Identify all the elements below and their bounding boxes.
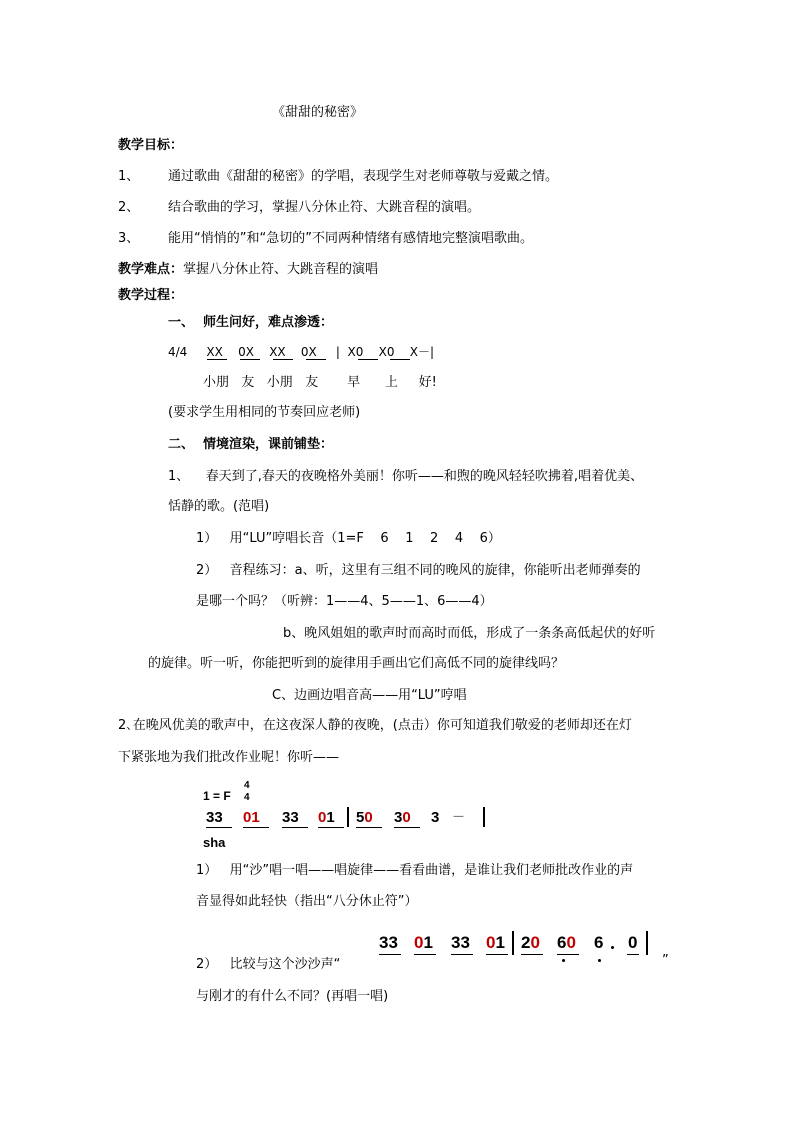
note: 0 (486, 933, 496, 952)
score-lyric: sha (203, 835, 226, 850)
section2-heading: 二、 情境渲染，课前铺垫： (168, 437, 334, 452)
rhythm-underline (306, 359, 326, 360)
score-note-pair (521, 934, 540, 952)
sub-item-2-line-2: 是哪一个吗？（听辨：1——4、5——1、6——4） (196, 594, 493, 609)
note: 0 (318, 809, 327, 826)
note: 1 (326, 809, 335, 826)
goal-text: 能用“悄悄的”和“急切的”不同两种情绪有感情地完整演唱歌曲。 (168, 231, 533, 246)
note: 3 (282, 809, 291, 826)
rhythm-underline (358, 359, 378, 360)
sub-item-1: 1） 用“LU”哼唱长音（1=F 6 1 2 4 6） (196, 531, 501, 546)
note: 3 (290, 809, 299, 826)
note: 1 (423, 933, 433, 952)
low-octave-dot (598, 959, 601, 962)
note: 3 (214, 809, 223, 826)
note: 6 (557, 933, 567, 952)
note: 2 (521, 933, 531, 952)
tail-note: 6 (594, 933, 604, 952)
beam (282, 827, 308, 828)
tail-rest: 0 (628, 933, 638, 952)
note: 0 (530, 933, 540, 952)
note: 3 (206, 809, 215, 826)
score-note-pair (486, 934, 505, 952)
sub-item-b-line-1: b、晚风姐姐的歌声时而高时而低，形成了一条条高低起伏的好听 (283, 626, 656, 641)
bar-line (646, 931, 648, 955)
score-note-pair (318, 809, 335, 827)
goal-text: 结合歌曲的学习，掌握八分休止符、大跳音程的演唱。 (168, 200, 481, 215)
paragraph-1-line-1: 1、 春天到了,春天的夜晚格外美丽！你听——和煦的晚风轻轻吹拂着,唱着优美、 (168, 469, 644, 484)
note: 3 (394, 809, 403, 826)
score-note-pair (356, 809, 373, 827)
paragraph-1-line-2: 恬静的歌。(范唱) (168, 499, 270, 514)
score-note-pair (394, 809, 411, 827)
score-key: 1 = F (203, 789, 231, 803)
score-note-pair (414, 934, 433, 952)
score-note-pair (243, 809, 260, 827)
item-1-line-1: 1） 用“沙”唱一唱——唱旋律——看看曲谱，是谁让我们老师批改作业的声 (196, 863, 634, 878)
beam (486, 954, 508, 955)
beam (451, 954, 473, 955)
beam (521, 954, 543, 955)
lyric-line: 小朋 友 小朋 友 早 上 好! (203, 375, 437, 390)
note: 1 (251, 809, 260, 826)
augmentation-dot (611, 946, 614, 949)
low-octave-dot (562, 959, 565, 962)
item-1-line-2: 音显得如此轻快（指出“八分休止符”） (196, 894, 418, 909)
bar-line (483, 807, 485, 827)
note: 0 (402, 809, 411, 826)
beam (414, 954, 436, 955)
tail-note: 3 (431, 809, 440, 826)
score-note-pair (282, 809, 299, 827)
goal-text: 通过歌曲《甜甜的秘密》的学唱，表现学生对老师尊敬与爱戴之情。 (168, 169, 559, 184)
note: 3 (451, 933, 461, 952)
note: 3 (388, 933, 398, 952)
score-note-pair (451, 934, 470, 952)
time-signature-bottom: 4 (244, 792, 250, 803)
note: 3 (379, 933, 389, 952)
difficulty-label: 教学难点： (118, 262, 184, 277)
beam (379, 954, 401, 955)
beam (206, 827, 232, 828)
beam (394, 827, 420, 828)
note: 0 (414, 933, 424, 952)
bar-line (512, 931, 514, 955)
rhythm-underline (273, 359, 293, 360)
paragraph-2-line-2: 下紧张地为我们批改作业呢！你听—— (118, 750, 340, 765)
note: 0 (243, 809, 252, 826)
goal-number: 2、 (118, 200, 140, 215)
paragraph-2-line-1: 2､在晚风优美的歌声中，在这夜深人静的夜晚，(点击）你可知道我们敬爱的老师却还在灯 (118, 718, 632, 733)
difficulty-text: 掌握八分休止符、大跳音程的演唱 (183, 262, 379, 277)
beam (557, 954, 579, 955)
note: 5 (356, 809, 365, 826)
rhythm-underline (207, 359, 227, 360)
goal-number: 3、 (118, 231, 140, 246)
item-2-close-quote: ” (662, 953, 669, 968)
goals-heading: 教学目标： (118, 138, 184, 153)
score-note-pair (206, 809, 223, 827)
score-note-pair (379, 934, 398, 952)
difficulty-line (118, 261, 378, 279)
bar-line (347, 807, 349, 827)
rhythm-note: (要求学生用相同的节奏回应老师) (168, 405, 361, 420)
beam (318, 827, 344, 828)
rhythm-line: 4/4 XX 0X XX 0X | X0 X0 X－| (168, 345, 434, 359)
sub-item-2-line-1: 2） 音程练习：a、听，这里有三组不同的晚风的旋律，你能听出老师弹奏的 (196, 563, 641, 578)
score-note-pair (557, 934, 576, 952)
time-signature-top: 4 (244, 780, 250, 791)
rhythm-underline (390, 359, 410, 360)
goal-number: 1、 (118, 169, 140, 184)
beam (627, 954, 639, 955)
item-2-text: 2） 比较与这个沙沙声“ (196, 957, 341, 972)
beam (243, 827, 269, 828)
process-heading: 教学过程： (118, 288, 184, 303)
section1-heading: 一、 师生问好，难点渗透： (168, 315, 334, 330)
sub-item-c: C、边画边唱音高——用“LU”哼唱 (272, 688, 467, 703)
item-2-line-2: 与刚才的有什么不同？(再唱一唱) (196, 989, 389, 1004)
note: 0 (364, 809, 373, 826)
note: 0 (566, 933, 576, 952)
note: 3 (460, 933, 470, 952)
document-title: 《甜甜的秘密》 (272, 105, 364, 120)
note: 1 (495, 933, 505, 952)
beam (356, 827, 382, 828)
rhythm-underline (240, 359, 260, 360)
sub-item-b-line-2: 的旋律。听一听，你能把听到的旋律用手画出它们高低不同的旋律线吗？ (148, 656, 565, 671)
tail-dash: － (452, 810, 466, 825)
